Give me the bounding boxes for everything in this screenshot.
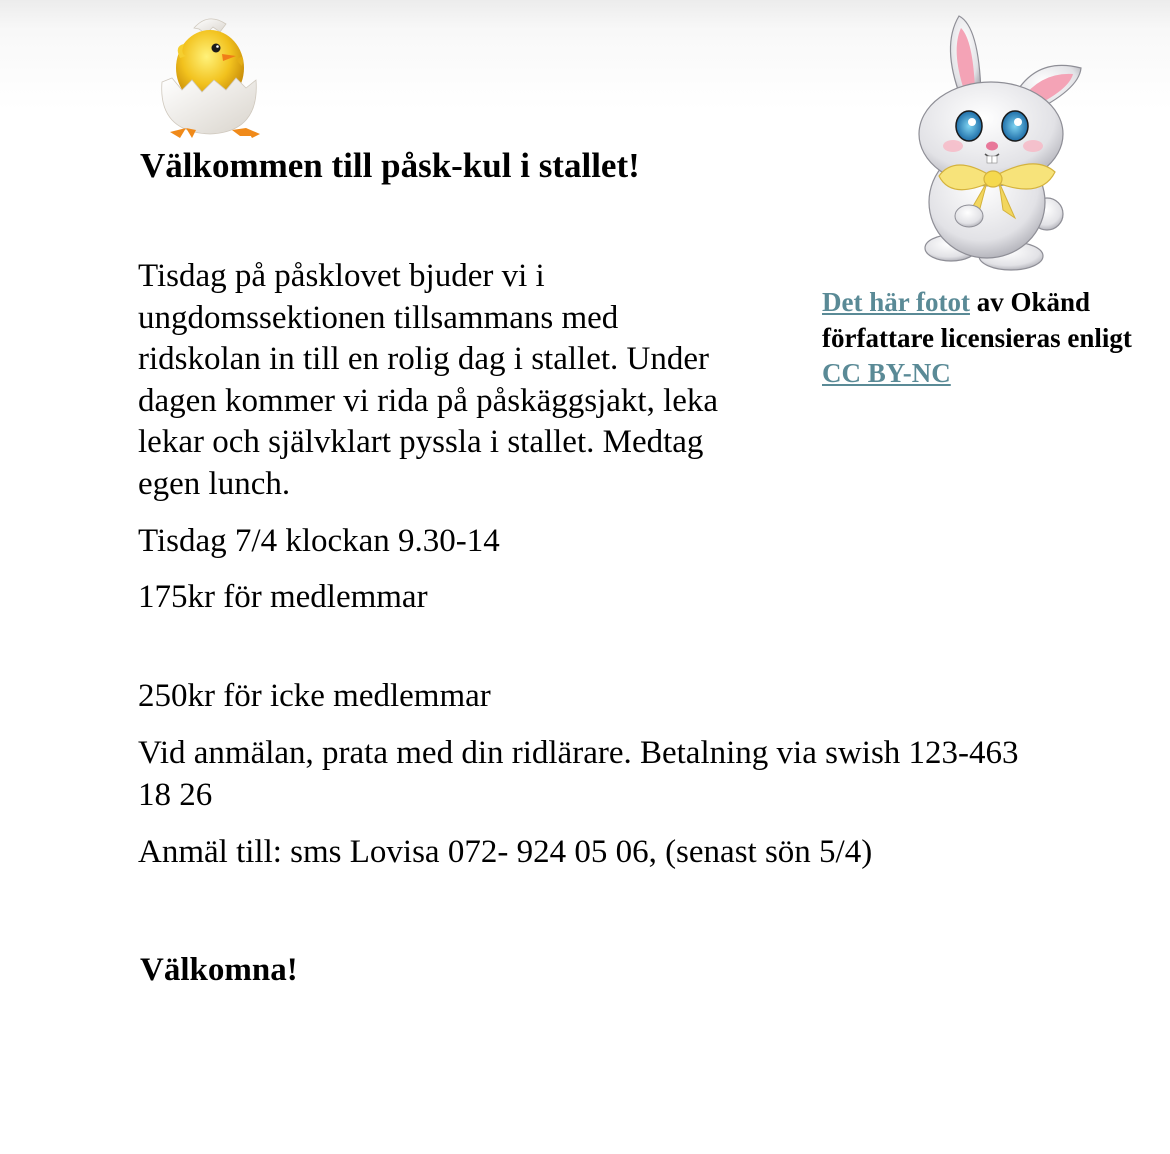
photo-credit-text: av Okänd författare licensieras enligt xyxy=(822,287,1132,353)
intro-paragraph: Tisdag på påsklovet bjuder vi i ungdomssektionen tillsammans med ridskolan in till en rolig dag i stallet. Under dagen kommer vi rida på påskäggsjakt, leka lekar och självklart pyssla i stallet. Medtag egen lunch. xyxy=(138,258,719,502)
signup-payment-text: Vid anmälan, prata med din ridlärare. Betalning via swish 123-463 18 26 xyxy=(138,735,1019,813)
photo-credit xyxy=(822,285,1142,392)
chick-in-egg-image xyxy=(150,10,274,142)
license-link[interactable]: CC BY-NC xyxy=(822,358,951,388)
closing-text: Välkomna! xyxy=(140,952,298,988)
signup-contact-text: Anmäl till: sms Lovisa 072- 924 05 06, (senast sön 5/4) xyxy=(138,834,873,870)
page-title: Välkommen till påsk-kul i stallet! xyxy=(140,146,640,185)
photo-credit-link[interactable]: Det här fotot xyxy=(822,287,970,317)
price-non-members-text: 250kr för icke medlemmar xyxy=(138,678,491,714)
price-members-text: 175kr för medlemmar xyxy=(138,579,428,615)
cartoon-bunny-image xyxy=(895,6,1095,272)
date-time-text: Tisdag 7/4 klockan 9.30-14 xyxy=(138,523,500,559)
